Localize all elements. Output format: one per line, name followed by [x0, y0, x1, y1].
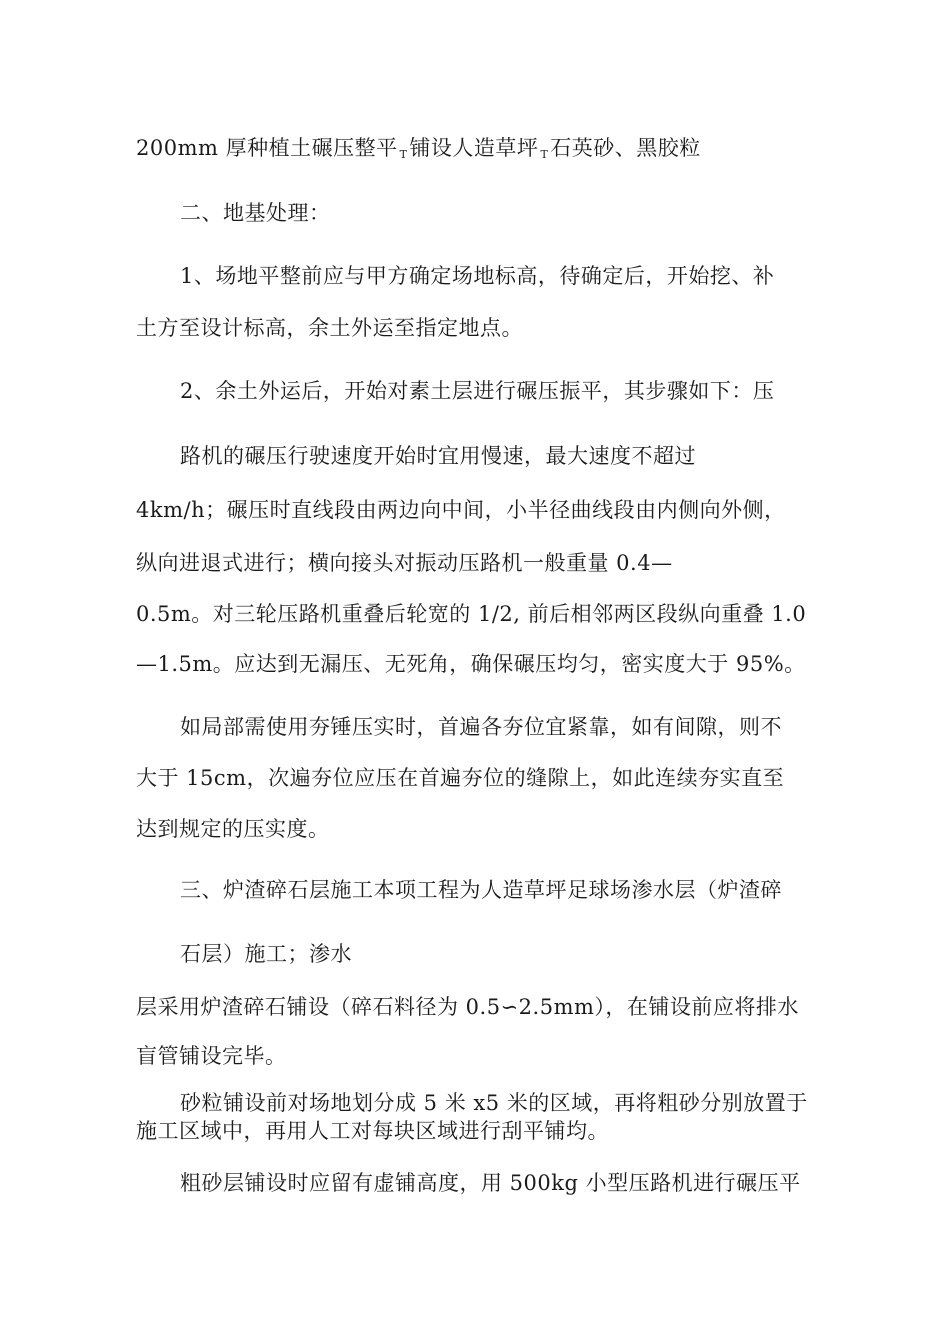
paragraph-line: 纵向进退式进行；横向接头对振动压路机一般重量 0.4—: [136, 551, 673, 575]
paragraph-line: 砂粒铺设前对场地划分成 5 米 x5 米的区域，再将粗砂分别放置于: [180, 1091, 808, 1115]
section-heading-3: 三、炉渣碎石层施工本项工程为人造草坪足球场渗水层（炉渣碎: [180, 878, 782, 902]
paragraph-line: 1、场地平整前应与甲方确定场地标高，待确定后，开始挖、补: [180, 264, 775, 288]
section-heading-2: 二、地基处理：: [180, 201, 331, 225]
text-segment: 200mm 厚种植土碾压整平: [136, 136, 398, 160]
text-segment: 石英砂、黑胶粒: [550, 136, 701, 160]
text-segment: 铺设人造草坪: [409, 136, 539, 160]
paragraph-line: —1.5m。应达到无漏压、无死角，确保碾压均匀，密实度大于 95%。: [136, 652, 806, 676]
paragraph-line: 如局部需使用夯锤压实时，首遍各夯位宜紧靠，如有间隙，则不: [180, 715, 782, 739]
paragraph-line: 石层）施工；渗水: [180, 942, 352, 966]
paragraph-line: 大于 15cm，次遍夯位应压在首遍夯位的缝隙上，如此连续夯实直至: [136, 766, 785, 790]
paragraph-line: 达到规定的压实度。: [136, 817, 330, 841]
paragraph-line: 2、余土外运后，开始对素土层进行碾压振平，其步骤如下：压: [180, 379, 775, 403]
paragraph-line: 0.5m。对三轮压路机重叠后轮宽的 1/2, 前后相邻两区段纵向重叠 1.0: [136, 602, 807, 626]
separator-mark: T: [399, 148, 408, 161]
paragraph-line: 盲管铺设完毕。: [136, 1044, 287, 1068]
text-line-1: [136, 134, 701, 169]
paragraph-line: 粗砂层铺设时应留有虚铺高度，用 500kg 小型压路机进行碾压平: [180, 1171, 801, 1195]
paragraph-line: 施工区域中，再用人工对每块区域进行刮平铺均。: [136, 1119, 609, 1143]
paragraph-line: 4km/h；碾压时直线段由两边向中间，小半径曲线段由内侧向外侧，: [136, 498, 786, 522]
paragraph-line: 层采用炉渣碎石铺设（碎石料径为 0.5∽2.5mm），在铺设前应将排水: [136, 995, 799, 1019]
paragraph-line: 土方至设计标高，余土外运至指定地点。: [136, 316, 523, 340]
paragraph-line: 路机的碾压行驶速度开始时宜用慢速，最大速度不超过: [180, 444, 696, 468]
separator-mark: T: [540, 148, 549, 161]
